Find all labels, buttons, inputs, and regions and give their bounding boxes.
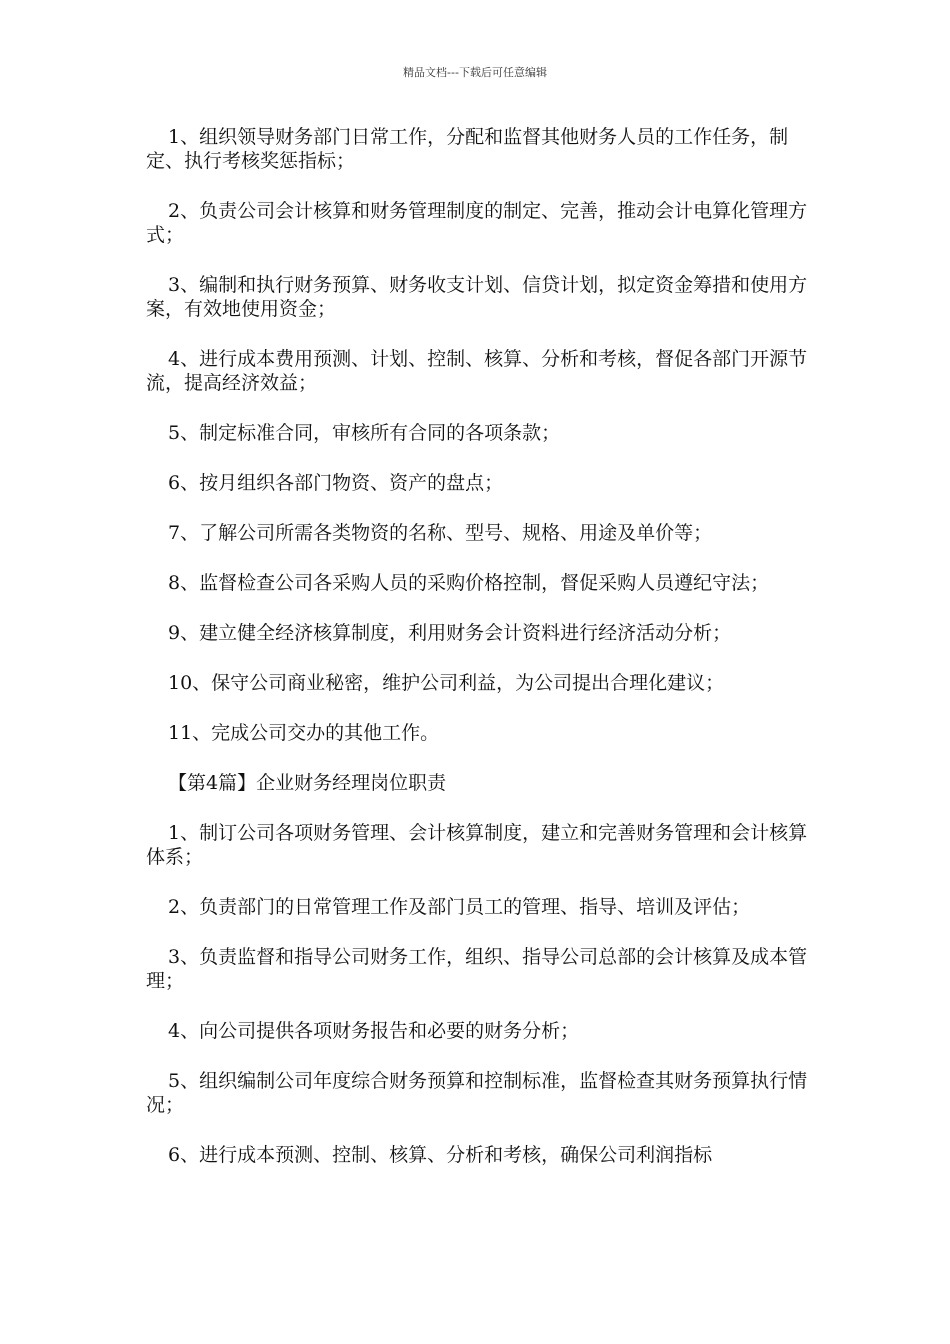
- paragraph: 5、组织编制公司年度综合财务预算和控制标准，监督检查其财务预算执行情况；: [146, 1070, 808, 1116]
- paragraph: 11、完成公司交办的其他工作。: [168, 722, 440, 744]
- paragraph: 3、负责监督和指导公司财务工作，组织、指导公司总部的会计核算及成本管理；: [146, 946, 808, 992]
- paragraph: 6、按月组织各部门物资、资产的盘点；: [168, 472, 504, 494]
- paragraph: 4、向公司提供各项财务报告和必要的财务分析；: [168, 1020, 580, 1042]
- page-header: 精品文档---下载后可任意编辑: [403, 66, 547, 79]
- section-heading: 【第4篇】企业财务经理岗位职责: [168, 772, 447, 794]
- paragraph: 10、保守公司商业秘密，维护公司利益，为公司提出合理化建议；: [168, 672, 725, 694]
- paragraph: 1、组织领导财务部门日常工作，分配和监督其他财务人员的工作任务，制定、执行考核奖惩指标；: [146, 126, 789, 172]
- document-body: [146, 125, 816, 1167]
- paragraph: 8、监督检查公司各采购人员的采购价格控制，督促采购人员遵纪守法；: [168, 572, 770, 594]
- paragraph: 9、建立健全经济核算制度，利用财务会计资料进行经济活动分析；: [168, 622, 732, 644]
- paragraph: 6、进行成本预测、控制、核算、分析和考核，确保公司利润指标: [168, 1144, 713, 1166]
- paragraph: 4、进行成本费用预测、计划、控制、核算、分析和考核，督促各部门开源节流，提高经济效益；: [146, 348, 808, 394]
- paragraph: 2、负责部门的日常管理工作及部门员工的管理、指导、培训及评估；: [168, 896, 751, 918]
- paragraph: 2、负责公司会计核算和财务管理制度的制定、完善，推动会计电算化管理方式；: [146, 200, 808, 246]
- paragraph: 1、制订公司各项财务管理、会计核算制度，建立和完善财务管理和会计核算体系；: [146, 822, 808, 868]
- paragraph: 7、了解公司所需各类物资的名称、型号、规格、用途及单价等；: [168, 522, 713, 544]
- paragraph: 5、制定标准合同，审核所有合同的各项条款；: [168, 422, 561, 444]
- paragraph: 3、编制和执行财务预算、财务收支计划、信贷计划，拟定资金筹措和使用方案，有效地使用资金；: [146, 274, 808, 320]
